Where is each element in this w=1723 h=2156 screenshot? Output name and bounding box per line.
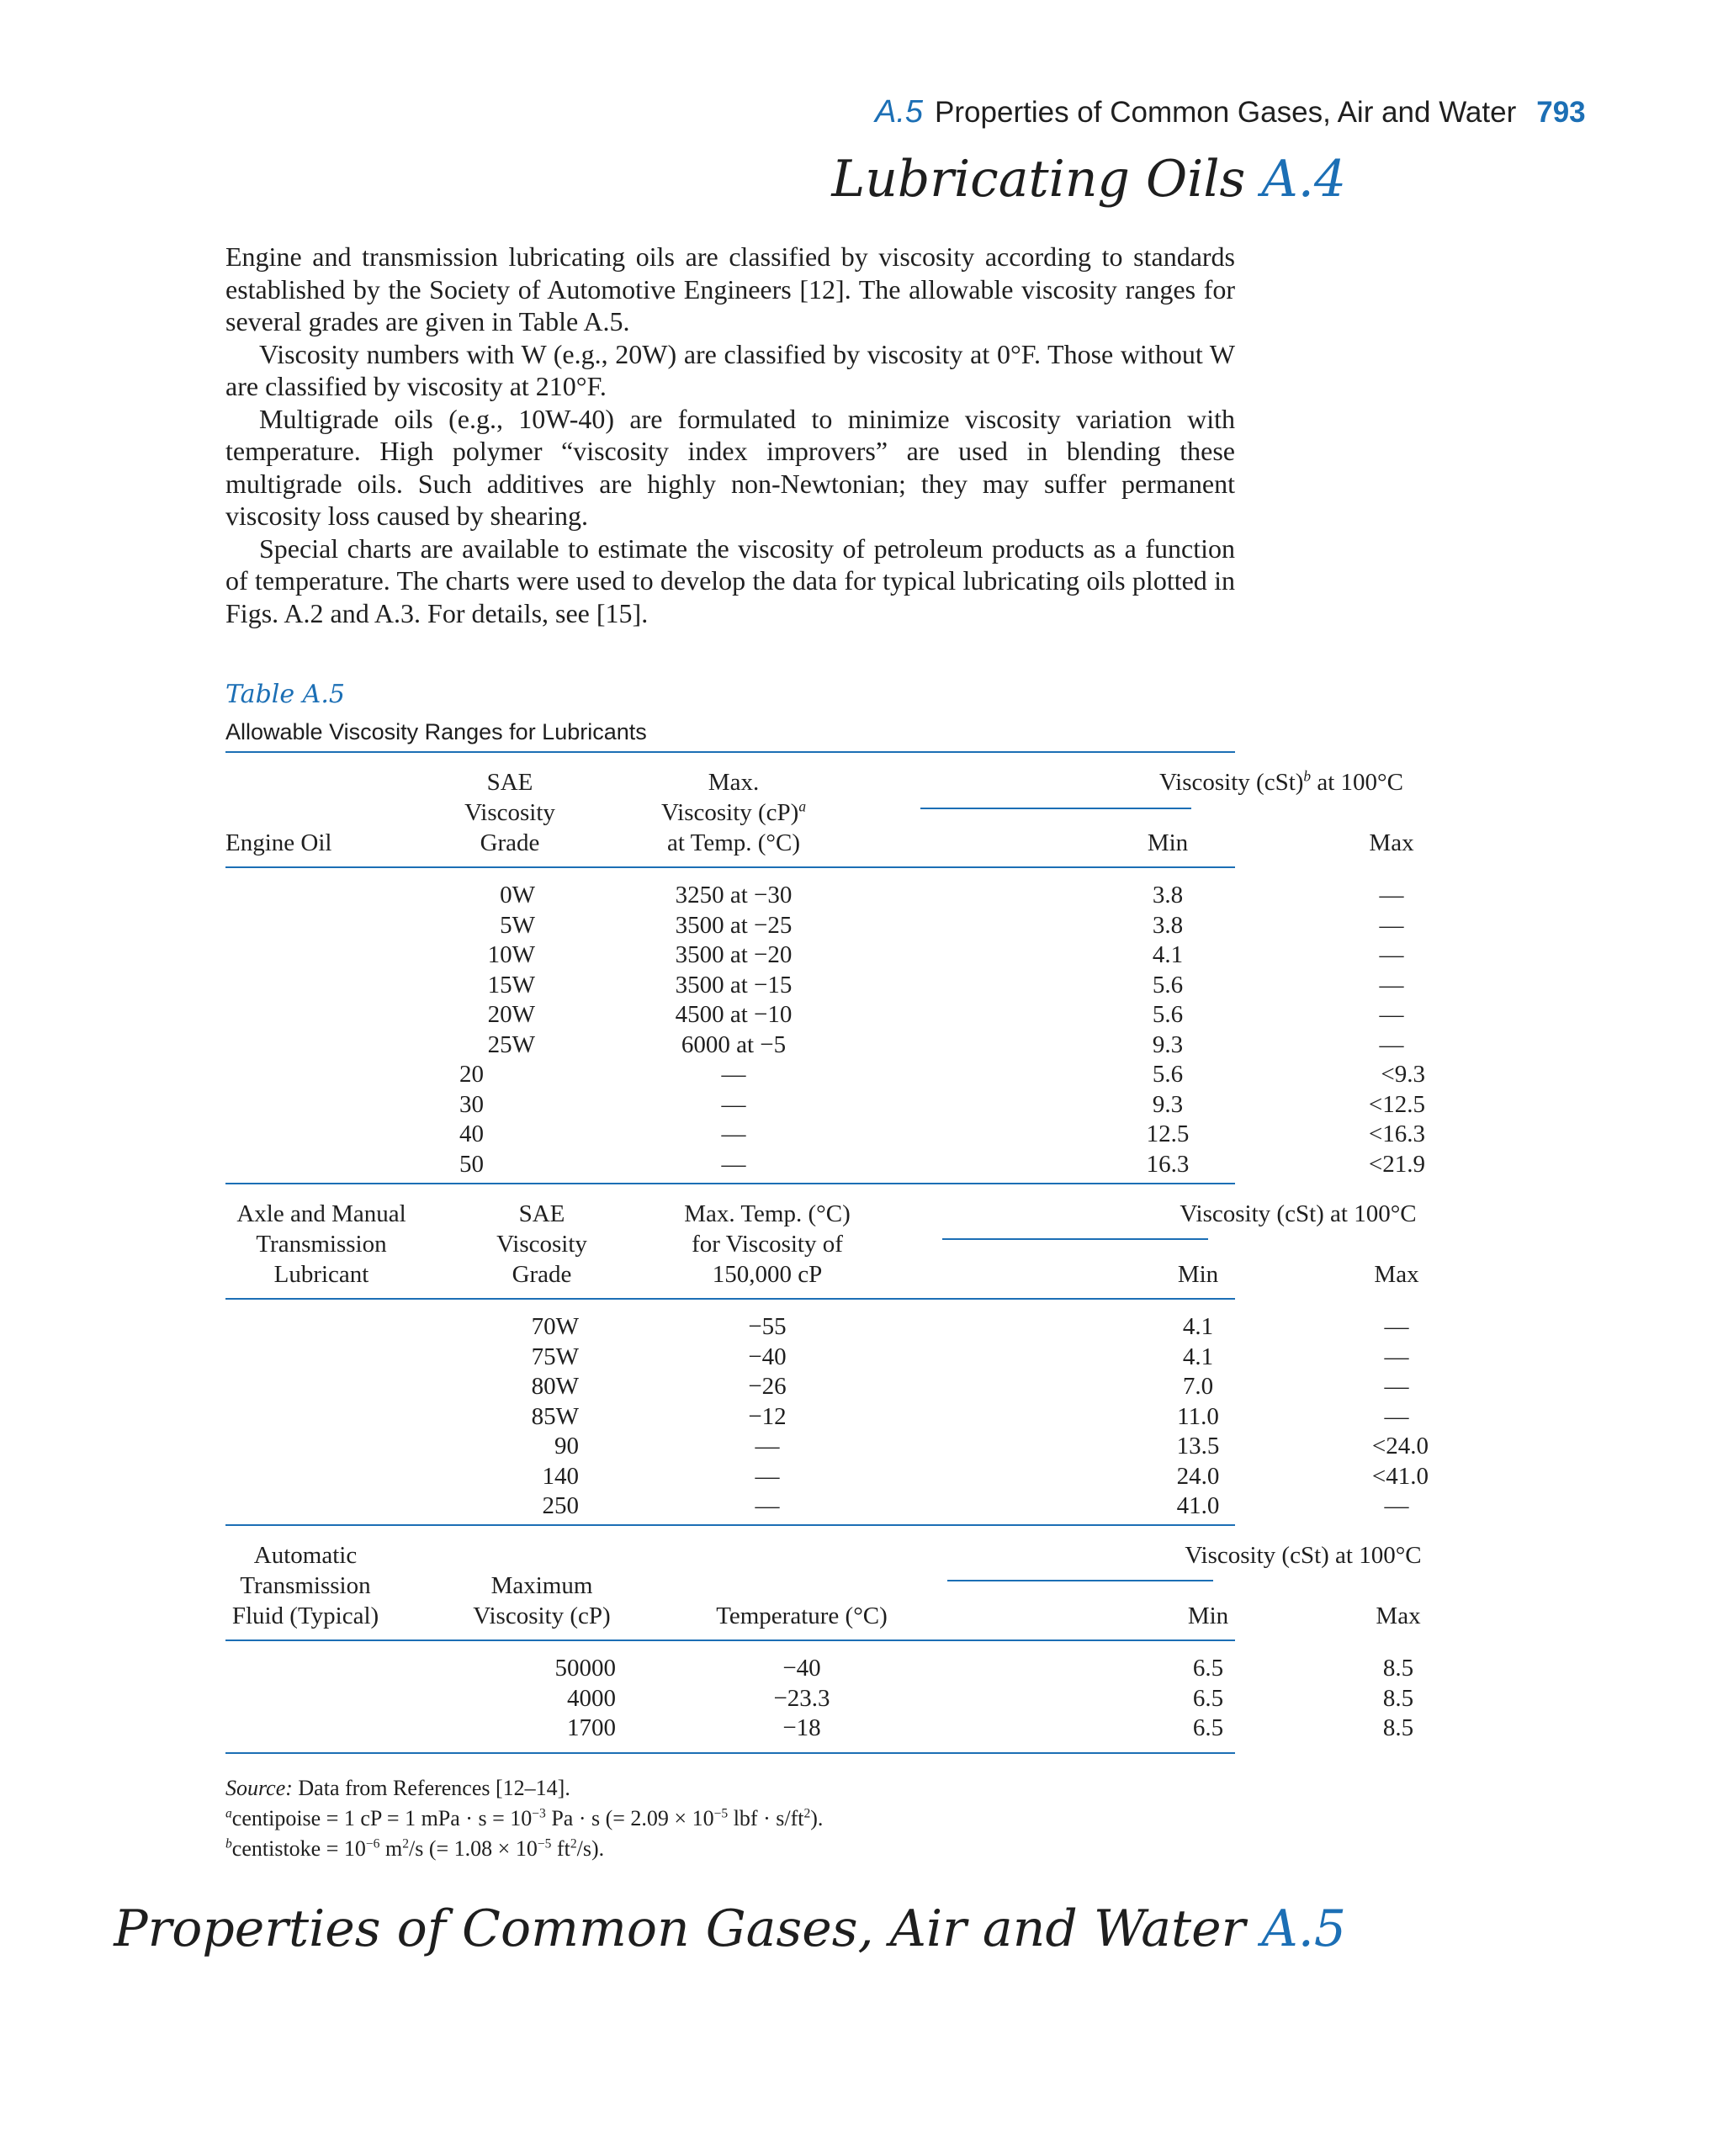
table-cell: 7.0 [1182, 1373, 1214, 1400]
table-cell: 4000 [567, 1684, 616, 1712]
table-row [225, 940, 1404, 970]
axle-col2-header-line2: Viscosity [496, 1231, 587, 1258]
table-cell: 8.5 [1382, 1655, 1414, 1682]
table-cell: 20 [459, 1061, 484, 1088]
table-row [225, 881, 1404, 910]
table-cell: 50000 [554, 1655, 616, 1682]
running-head-section: A.5 [875, 94, 924, 130]
table-cell: 6.5 [1192, 1684, 1224, 1712]
table-cell: 4500 at −10 [675, 1001, 793, 1028]
paragraph: Engine and transmission lubricating oils are classified by viscosity according to standards established by the Society of Automotive Engineers [12]. The allowable viscosity ranges for several grades are given in Table A.5. [225, 241, 1235, 336]
engine-group-rule [920, 808, 1191, 809]
table-cell: — [755, 1433, 780, 1459]
table-cell: −40 [782, 1655, 821, 1682]
table-bottom-rule [225, 1752, 1235, 1754]
table-cell: 16.3 [1146, 1150, 1190, 1178]
table-cell: 6.5 [1192, 1655, 1224, 1682]
table-cell: 10W [487, 941, 535, 968]
engine-section-rule [225, 1183, 1235, 1184]
table-cell: — [1379, 911, 1404, 939]
table-cell: <41.0 [1371, 1462, 1429, 1490]
footnote-b: $^b$centistoke = $10^{-6}$ $m^2/s$ (= $1.08 \times 10^{-5}$ $ft^2/s$). [225, 1836, 605, 1861]
table-cell: 8.5 [1382, 1714, 1414, 1741]
table-cell: — [755, 1492, 780, 1519]
table-cell: 3.8 [1152, 911, 1184, 939]
table-row [225, 1312, 1409, 1342]
paragraph: Multigrade oils (e.g., 10W-40) are formulated to minimize viscosity variation with temperature. High polymer “viscosity index improvers” are used in blending these multigrade oils. Such additives are highly non-Newtonian; they may suffer permanent viscosity loss caused by shearing. [225, 403, 1235, 531]
atf-col2-header-line2: Viscosity (cP) [473, 1602, 611, 1629]
engine-col3-header-line1: Max. [708, 769, 760, 796]
engine-min-header: Min [1147, 829, 1189, 856]
axle-group-rule [942, 1238, 1208, 1240]
table-cell: — [1384, 1373, 1409, 1400]
table-cell: <16.3 [1368, 1120, 1425, 1147]
engine-col2-header-line1: SAE [486, 769, 533, 796]
paragraph: Special charts are available to estimate the viscosity of petroleum products as a function of temperature. The charts were used to develop the data for typical lubricating oils plotted in Figs. A.2 and A.3. For details, see [15]. [225, 532, 1235, 628]
axle-col3-header-line2: for Viscosity of [692, 1231, 843, 1258]
atf-group-rule [947, 1580, 1213, 1581]
atf-col1-header-line2: Transmission [240, 1572, 371, 1599]
table-cell: — [1384, 1402, 1409, 1430]
table-cell: 15W [487, 971, 535, 999]
table-cell: −40 [748, 1343, 787, 1370]
table-row [225, 1654, 1414, 1683]
atf-col2-header-line1: Maximum [490, 1572, 593, 1599]
table-cell: 85W [531, 1402, 579, 1430]
section-heading-a5-number: A.5 [1261, 1899, 1346, 1958]
engine-col3-header-line3: at Temp. (°C) [666, 829, 801, 856]
atf-max-header: Max [1376, 1602, 1421, 1629]
table-row [225, 1120, 1425, 1149]
section-heading-a5-title: Properties of Common Gases, Air and Water [114, 1899, 1246, 1958]
table-cell: 3500 at −25 [675, 911, 793, 939]
table-cell: — [755, 1462, 780, 1490]
table-cell: 4.1 [1152, 941, 1184, 968]
paragraph: Viscosity numbers with W (e.g., 20W) are classified by viscosity at 0°F. Those without W are classified by viscosity at 210°F. [225, 338, 1235, 401]
atf-col3-header: Temperature (°C) [716, 1602, 888, 1629]
table-cell: 80W [531, 1373, 579, 1400]
table-cell: 1700 [567, 1714, 616, 1741]
table-cell: −23.3 [773, 1684, 830, 1712]
table-row [225, 1372, 1409, 1401]
table-cell: — [1379, 1030, 1404, 1058]
table-cell: — [1384, 1492, 1409, 1519]
table-cell: 30 [459, 1090, 484, 1118]
engine-col3-header-line2: Viscosity (cP)$^a$ [660, 797, 807, 826]
running-head-title: Properties of Common Gases, Air and Water [935, 96, 1517, 129]
table-cell: 40 [459, 1120, 484, 1147]
axle-col2-header-line1: SAE [518, 1200, 565, 1227]
table-cell: 90 [554, 1433, 579, 1459]
engine-col2-header-line2: Viscosity [464, 799, 555, 826]
axle-col2-header-line3: Grade [512, 1261, 572, 1288]
table-cell: 4.1 [1182, 1343, 1214, 1370]
table-cell: <24.0 [1371, 1433, 1429, 1459]
table-cell: 3500 at −20 [675, 941, 793, 968]
table-row [225, 911, 1404, 940]
source-note: Source: Data from References [12–14]. [225, 1776, 570, 1800]
table-cell: 50 [459, 1150, 484, 1178]
axle-group-header: Viscosity (cSt) at 100°C [1180, 1200, 1417, 1227]
axle-min-header: Min [1177, 1261, 1219, 1288]
table-cell: — [1384, 1343, 1409, 1370]
table-cell: 24.0 [1176, 1462, 1220, 1490]
table-cell: 5.6 [1152, 971, 1184, 999]
engine-col2-header-line3: Grade [480, 829, 540, 856]
table-cell: −18 [782, 1714, 821, 1741]
atf-group-header: Viscosity (cSt) at 100°C [1185, 1542, 1422, 1569]
table-row [225, 1090, 1425, 1120]
table-cell: −26 [748, 1373, 787, 1400]
table-cell: 3250 at −30 [675, 882, 793, 908]
table-cell: 20W [487, 1001, 535, 1028]
table-label: Table A.5 [225, 680, 345, 709]
table-top-rule [225, 751, 1235, 753]
table-cell: 250 [542, 1492, 579, 1519]
footnote-a: $^a$centipoise = 1 cP = 1 mPa · $s = 10^{-3}$ Pa · s (= $2.09 \times 10^{-5}$ lbf · $s/ft^2$). [225, 1806, 824, 1830]
axle-col1-header-line2: Transmission [256, 1231, 387, 1258]
table-row [225, 1030, 1404, 1060]
table-cell: 75W [531, 1343, 579, 1370]
table-cell: — [721, 1120, 746, 1147]
atf-col1-header-line3: Fluid (Typical) [231, 1602, 379, 1629]
table-cell: 13.5 [1176, 1433, 1220, 1459]
axle-col3-header-line3: 150,000 cP [712, 1261, 823, 1288]
table-row [225, 1060, 1425, 1089]
table-cell: 9.3 [1152, 1030, 1184, 1058]
table-row [225, 1402, 1409, 1432]
table-row [225, 1150, 1425, 1179]
axle-col1-header-line1: Axle and Manual [236, 1200, 406, 1227]
table-cell: 5W [500, 911, 535, 939]
engine-max-header: Max [1369, 829, 1414, 856]
table-cell: 5.6 [1152, 1061, 1184, 1088]
table-row [225, 1000, 1404, 1030]
table-row [225, 1462, 1429, 1491]
table-cell: 140 [542, 1462, 579, 1490]
table-cell: 70W [531, 1313, 579, 1340]
table-cell: — [1379, 941, 1404, 968]
table-cell: 0W [500, 882, 535, 908]
atf-header-rule [225, 1640, 1235, 1641]
table-cell: 8.5 [1382, 1684, 1414, 1712]
table-cell: — [721, 1150, 746, 1178]
table-cell: <12.5 [1368, 1090, 1425, 1118]
table-cell: 3.8 [1152, 882, 1184, 908]
engine-header-rule [225, 866, 1235, 868]
axle-col3-header-line1: Max. Temp. (°C) [684, 1200, 851, 1227]
axle-max-header: Max [1374, 1261, 1419, 1288]
table-row [225, 1432, 1429, 1461]
table-row [225, 1491, 1409, 1521]
table-cell: 9.3 [1152, 1090, 1184, 1118]
table-cell: 25W [487, 1030, 535, 1058]
section-heading-a5 [114, 1899, 1346, 1958]
body-text [225, 241, 1235, 629]
atf-min-header: Min [1187, 1602, 1229, 1629]
table-cell: 41.0 [1176, 1492, 1220, 1519]
table-cell: 6.5 [1192, 1714, 1224, 1741]
running-head [875, 94, 1598, 130]
table-cell: — [1379, 882, 1404, 908]
table-cell: 5.6 [1152, 1001, 1184, 1028]
axle-header-rule [225, 1298, 1235, 1300]
table-notes [225, 1773, 823, 1864]
table-cell: — [1379, 1001, 1404, 1028]
section-heading-a4-number: A.4 [1261, 150, 1346, 209]
atf-col1-header-line1: Automatic [253, 1542, 358, 1569]
table-cell: <21.9 [1368, 1150, 1425, 1178]
page-number: 793 [1536, 96, 1586, 129]
table-row [225, 1684, 1414, 1714]
table-cell: — [721, 1061, 746, 1088]
section-heading-a4 [831, 150, 1346, 209]
table-cell: <9.3 [1381, 1061, 1425, 1088]
table-cell: 11.0 [1177, 1402, 1219, 1430]
table-cell: — [1384, 1313, 1409, 1340]
axle-section-rule [225, 1524, 1235, 1526]
axle-col1-header-line3: Lubricant [273, 1261, 369, 1288]
engine-group-header: Viscosity (cSt)$^b$ at 100°C [1158, 767, 1403, 796]
table-cell: 4.1 [1182, 1313, 1214, 1340]
table-row [225, 971, 1404, 1000]
table-row [225, 1343, 1409, 1372]
table-caption: Allowable Viscosity Ranges for Lubricants [225, 719, 647, 744]
table-cell: 3500 at −15 [675, 971, 793, 999]
table-cell: −12 [748, 1402, 787, 1430]
section-heading-a4-title: Lubricating Oils [831, 150, 1246, 209]
table-cell: — [1379, 971, 1404, 999]
engine-col1-header: Engine Oil [225, 829, 332, 856]
table-cell: — [721, 1090, 746, 1118]
table-cell: 12.5 [1146, 1120, 1190, 1147]
table-cell: 6000 at −5 [681, 1030, 787, 1058]
table-row [225, 1714, 1414, 1743]
table-cell: −55 [748, 1313, 787, 1340]
